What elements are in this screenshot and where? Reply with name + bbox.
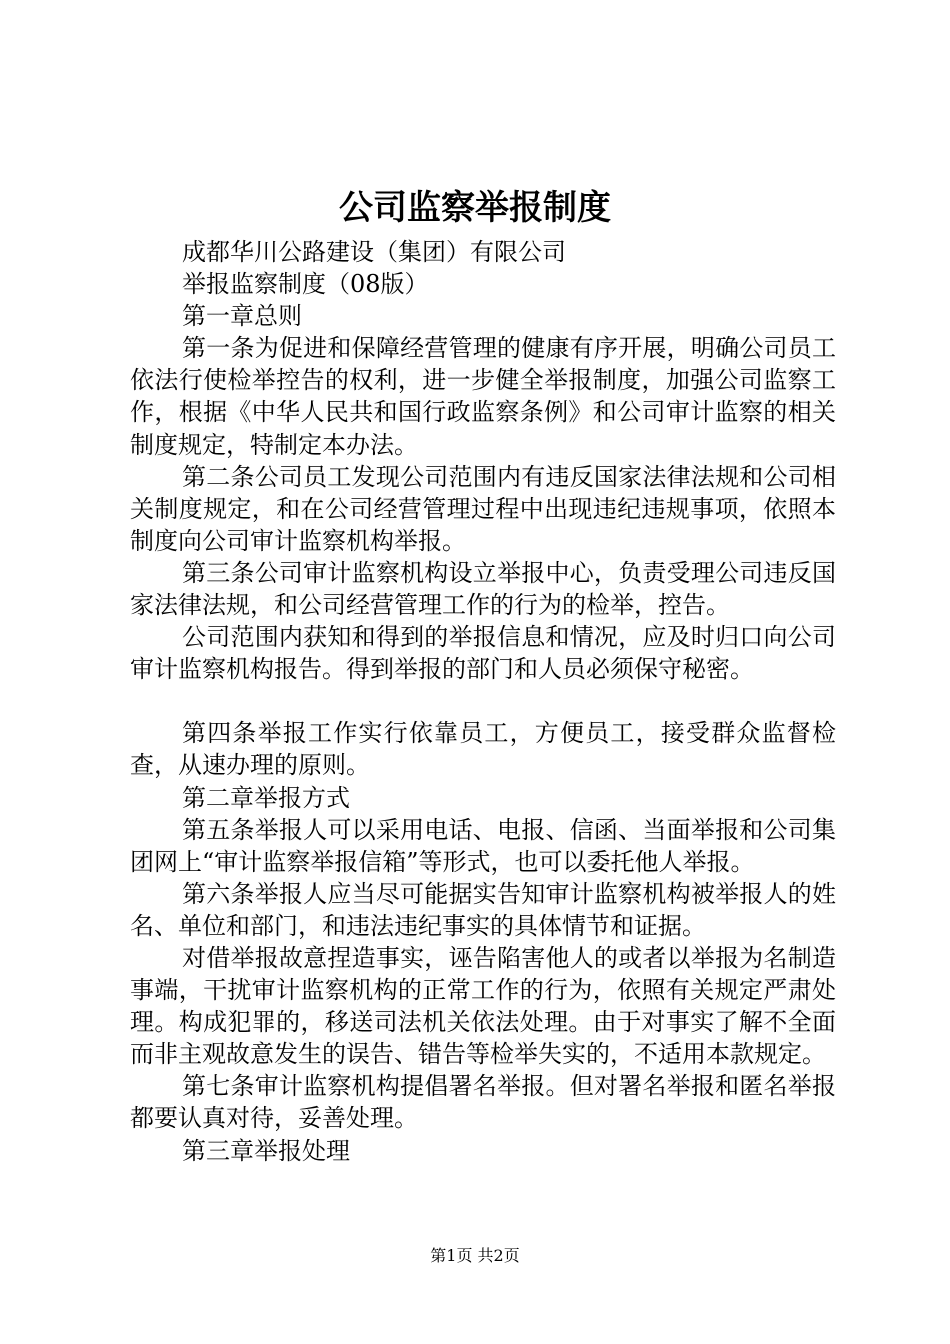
chapter-1-heading: 第一章总则 xyxy=(182,302,302,331)
chapter-3-heading: 第三章举报处理 xyxy=(182,1136,350,1165)
article-7: 第七条审计监察机构提倡署名举报。但对署名举报和匿名举报都要认真对待，妥善处理。 xyxy=(130,1072,836,1133)
article-5: 第五条举报人可以采用电话、电报、信函、当面举报和公司集团网上“审计监察举报信箱”等形式，也可以委托他人举报。 xyxy=(130,815,836,876)
document-body xyxy=(130,236,836,1167)
article-6-note: 对借举报故意捏造事实，诬告陷害他人的或者以举报为名制造事端，干扰审计监察机构的正常工作的行为，依照有关规定严肃处理。构成犯罪的，移送司法机关依法处理。由于对事实了解不全面而非主观故意发生的误告、错告等检举失实的，不适用本款规定。 xyxy=(130,943,836,1069)
article-3-note: 公司范围内获知和得到的举报信息和情况，应及时归口向公司审计监察机构报告。得到举报的部门和人员必须保守秘密。 xyxy=(130,623,836,684)
document-subtitle: 举报监察制度（08版） xyxy=(182,270,429,299)
article-3: 第三条公司审计监察机构设立举报中心，负责受理公司违反国家法律法规，和公司经营管理工作的行为的检举，控告。 xyxy=(130,558,836,620)
company-name: 成都华川公路建设（集团）有限公司 xyxy=(182,238,566,266)
article-4: 第四条举报工作实行依靠员工，方便员工，接受群众监督检查，从速办理的原则。 xyxy=(130,719,836,780)
chapter-2-heading: 第二章举报方式 xyxy=(182,783,350,812)
page-footer: 第1页 共2页 xyxy=(430,1246,520,1265)
paragraph-spacer xyxy=(130,685,836,717)
article-6: 第六条举报人应当尽可能据实告知审计监察机构被举报人的姓名、单位和部门，和违法违纪事实的具体情节和证据。 xyxy=(130,879,836,940)
page-title: 公司监察举报制度 xyxy=(339,188,611,228)
article-1: 第一条为促进和保障经营管理的健康有序开展，明确公司员工依法行使检举控告的权利，进一步健全举报制度，加强公司监察工作，根据《中华人民共和国行政监察条例》和公司审计监察的相关制度规定，特制定本办法。 xyxy=(130,334,836,459)
article-2: 第二条公司员工发现公司范围内有违反国家法律法规和公司相关制度规定，和在公司经营管理过程中出现违纪违规事项，依照本制度向公司审计监察机构举报。 xyxy=(130,462,836,555)
